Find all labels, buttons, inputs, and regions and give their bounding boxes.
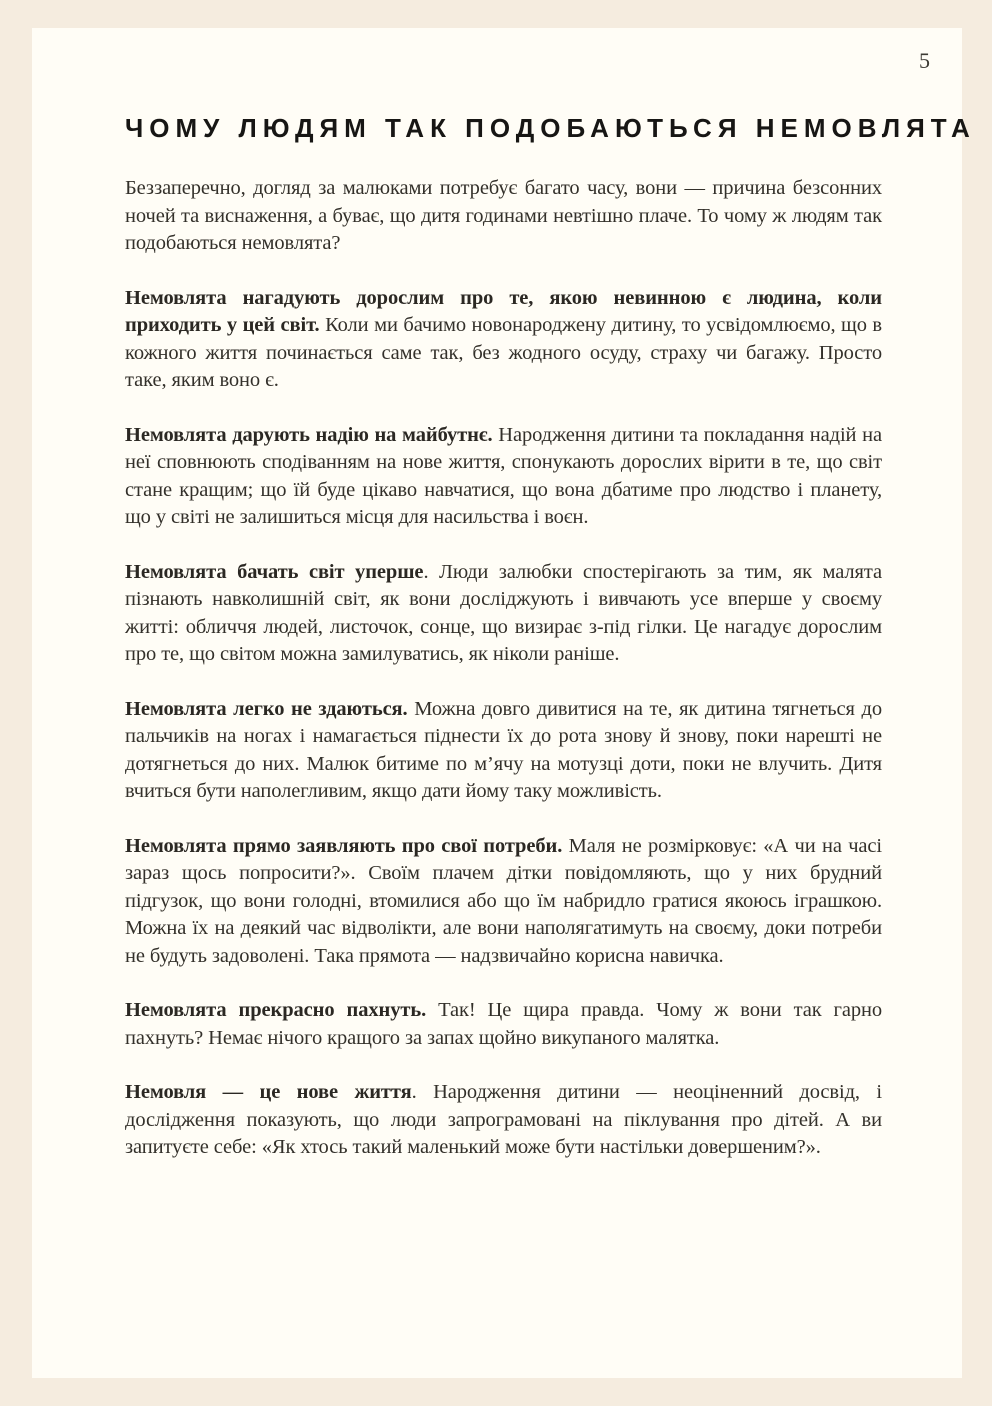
paragraph xyxy=(125,422,882,532)
page-title: ЧОМУ ЛЮДЯМ ТАК ПОДОБАЮТЬСЯ НЕМОВЛЯТА xyxy=(125,113,976,143)
paragraph-text: . Народження дитини — неоціненний досвід, і дослідження показують, що люди запрограмовані на піклування про дітей. А ви запитуєте себе: «Як хтось такий маленький може бути настільки довершеним?». xyxy=(125,1081,882,1158)
paragraph-text: Маля не розмірковує: «А чи на часі зараз щось попросити?». Своїм плачем дітки повідомляють, що у них брудний підгузок, що вони голодні, втомилися або що їм набридло гратися якоюсь іграшкою. Можна їх на деякий час відволікти, але вони наполягатимуть на своєму, доки потреби не будуть задоволені. Така прямота — надзвичайно корисна навичка. xyxy=(125,834,882,967)
paragraph-text: Так! Це щира правда. Чому ж вони так гарно пахнуть? Немає нічого кращого за запах щойно викупаного малятка. xyxy=(125,999,882,1049)
paragraph-text: Можна довго дивитися на те, як дитина тягнеться до пальчиків на ногах і намагається піднести їх до рота знову й знову, поки нарешті не дотягнеться до них. Малюк битиме по м’ячу на мотузці доти, поки не влучить. Дитя вчиться бути наполегливим, якщо дати йому таку можливість. xyxy=(125,697,882,802)
paragraph xyxy=(125,997,882,1052)
paragraph-text: Беззаперечно, догляд за малюками потребує багато часу, вони — причина безсонних ночей та виснаження, а буває, що дитя годинами невтішно плаче. То чому ж людям так подобаються немовлята? xyxy=(125,177,882,254)
paragraph xyxy=(125,1079,882,1162)
paragraph-lead: Немовлята легко не здаються. xyxy=(125,697,408,720)
paragraph-lead: Немовлята нагадують дорослим про те, якою невинною є людина, коли приходить у цей світ. xyxy=(125,286,882,336)
paragraph xyxy=(125,696,882,806)
paragraph-text: Коли ми бачимо новонароджену дитину, то усвідомлюємо, що в кожного життя починається саме так, без жодного осуду, страху чи багажу. Просто таке, яким воно є. xyxy=(125,314,882,391)
page-content xyxy=(32,28,976,1162)
paragraph-text: Народження дитини та покладання надій на неї сповнюють сподіванням на нове життя, спонукають дорослих вірити в те, що світ стане кращим; що їй буде цікаво навчатися, що вона дбатиме про людство і планету, що у світі не залишиться місця для насильства і воєн. xyxy=(125,423,882,528)
paragraph-lead: Немовлята прямо заявляють про свої потреби. xyxy=(125,834,563,857)
paragraph xyxy=(125,175,882,258)
paragraph-list xyxy=(125,175,882,1162)
paragraph-lead: Немовлята прекрасно пахнуть. xyxy=(125,999,427,1021)
page-number: 5 xyxy=(919,48,930,73)
paragraph xyxy=(125,833,882,971)
paragraph-lead: Немовлята бачать світ уперше xyxy=(125,560,424,583)
paragraph-text: . Люди залюбки спостерігають за тим, як малята пізнають навколишній світ, як вони досліджують і вивчають усе вперше у своєму житті: обличчя людей, листочок, сонце, що визирає з-під гілки. Це нагадує дорослим про те, що світом можна замилуватись, як ніколи раніше. xyxy=(125,560,882,665)
book-page-sheet xyxy=(32,28,976,1378)
paragraph xyxy=(125,285,882,395)
paragraph xyxy=(125,559,882,669)
paragraph-lead: Немовлята дарують надію на майбутнє. xyxy=(125,423,493,446)
paragraph-lead: Немовля — це нове життя xyxy=(125,1081,412,1103)
